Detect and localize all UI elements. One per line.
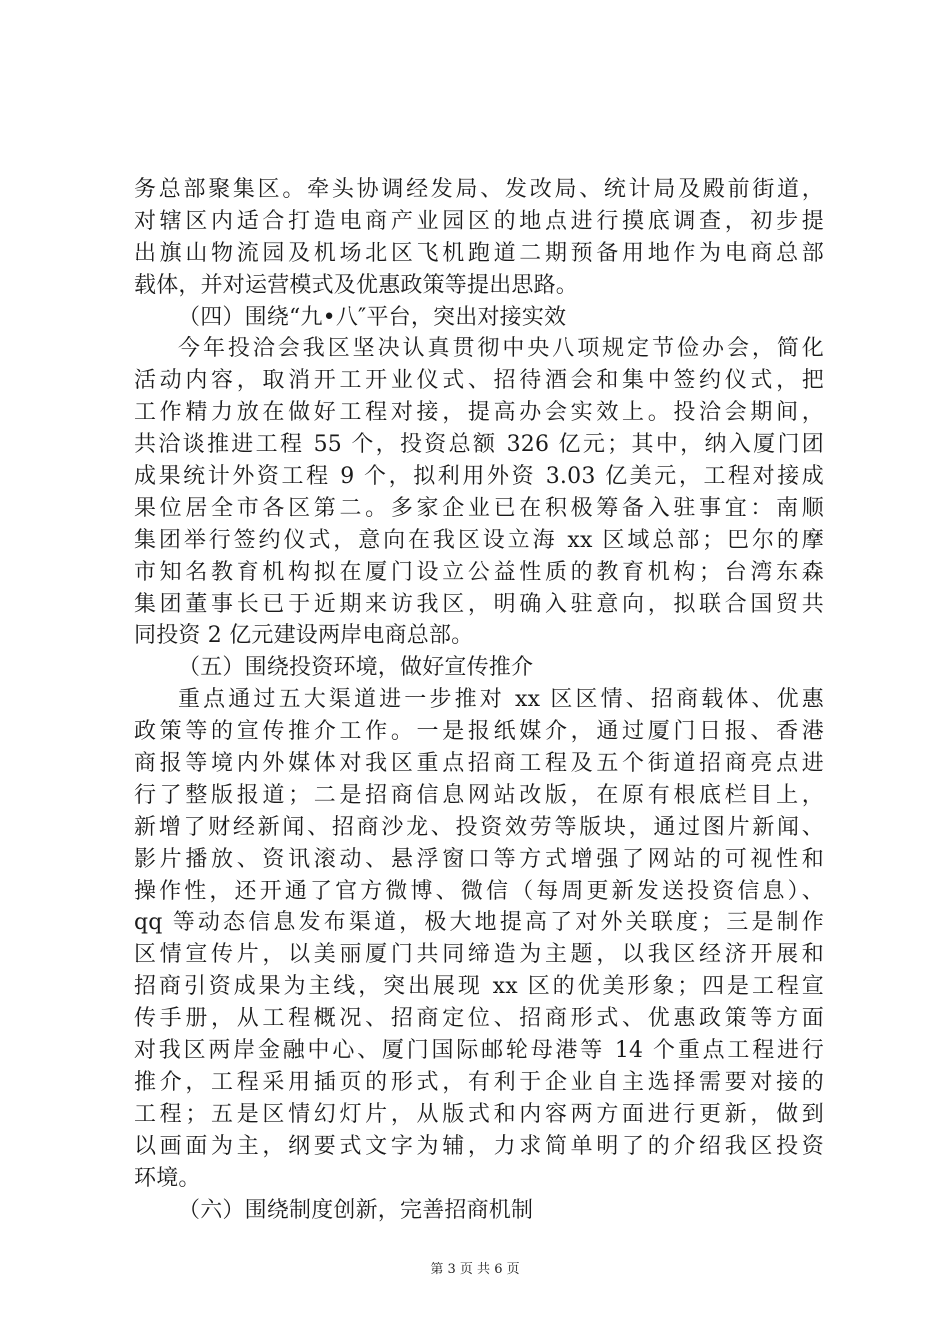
section-heading: （六）围绕制度创新，完善招商机制 bbox=[178, 1197, 534, 1223]
text-line: 集团董事长已于近期来访我区，明确入驻意向，拟联合国贸共 bbox=[134, 591, 824, 617]
text-line: 区情宣传片，以美丽厦门共同缔造为主题，以我区经济开展和 bbox=[134, 942, 824, 968]
text-line: 以画面为主，纲要式文字为辅，力求简单明了的介绍我区投资 bbox=[134, 1133, 824, 1159]
text-line: 政策等的宣传推介工作。一是报纸媒介，通过厦门日报、香港 bbox=[134, 719, 824, 745]
text-line: 市知名教育机构拟在厦门设立公益性质的教育机构；台湾东森 bbox=[134, 559, 824, 585]
section-heading: （五）围绕投资环境，做好宣传推介 bbox=[178, 655, 534, 681]
text-line: 同投资 2 亿元建设两岸电商总部。 bbox=[134, 623, 474, 649]
text-line: 商报等境内外媒体对我区重点招商工程及五个街道招商亮点进 bbox=[134, 751, 824, 777]
text-line: 活动内容，取消开工开业仪式、招待酒会和集中签约仪式，把 bbox=[134, 368, 824, 394]
text-line: 对辖区内适合打造电商产业园区的地点进行摸底调查，初步提 bbox=[134, 208, 824, 234]
text-line: 推介，工程采用插页的形式，有利于企业自主选择需要对接的 bbox=[134, 1069, 824, 1095]
text-line: 成果统计外资工程 9 个，拟利用外资 3.03 亿美元，工程对接成 bbox=[134, 464, 824, 490]
text-line: 集团举行签约仪式，意向在我区设立海 xx 区域总部；巴尔的摩 bbox=[134, 527, 824, 553]
section-heading: （四）围绕“九•八″平台，突出对接实效 bbox=[178, 304, 567, 330]
text-line: 环境。 bbox=[134, 1165, 201, 1191]
text-line: 工程；五是区情幻灯片，从版式和内容两方面进行更新，做到 bbox=[134, 1101, 824, 1127]
text-line: 传手册，从工程概况、招商定位、招商形式、优惠政策等方面 bbox=[134, 1006, 824, 1032]
text-line: 影片播放、资讯滚动、悬浮窗口等方式增强了网站的可视性和 bbox=[134, 846, 824, 872]
text-line: 今年投洽会我区坚决认真贯彻中央八项规定节俭办会，简化 bbox=[178, 336, 824, 362]
text-line: 载体，并对运营模式及优惠政策等提出思路。 bbox=[134, 272, 579, 298]
text-line: 新增了财经新闻、招商沙龙、投资效劳等版块，通过图片新闻、 bbox=[134, 814, 824, 840]
text-line: 出旗山物流园及机场北区飞机跑道二期预备用地作为电商总部 bbox=[134, 240, 824, 266]
text-line: 招商引资成果为主线，突出展现 xx 区的优美形象；四是工程宣 bbox=[134, 974, 824, 1000]
page-footer bbox=[0, 1261, 950, 1279]
text-line: 共洽谈推进工程 55 个，投资总额 326 亿元；其中，纳入厦门团 bbox=[134, 432, 824, 458]
page-number: 第 3 页 共 6 页 bbox=[430, 1262, 520, 1277]
text-line: 工作精力放在做好工程对接，提高办会实效上。投洽会期间， bbox=[134, 400, 824, 426]
text-line: 果位居全市各区第二。多家企业已在积极筹备入驻事宜：南顺 bbox=[134, 495, 824, 521]
text-line: 务总部聚集区。牵头协调经发局、发改局、统计局及殿前街道， bbox=[134, 177, 824, 202]
text-line: qq 等动态信息发布渠道，极大地提高了对外关联度；三是制作 bbox=[134, 910, 824, 936]
text-line: 对我区两岸金融中心、厦门国际邮轮母港等 14 个重点工程进行 bbox=[134, 1038, 824, 1064]
document-body bbox=[134, 174, 824, 1226]
text-line: 操作性，还开通了官方微博、微信（每周更新发送投资信息）、 bbox=[134, 878, 824, 904]
text-line: 重点通过五大渠道进一步推对 xx 区区情、招商载体、优惠 bbox=[178, 687, 824, 713]
text-line: 行了整版报道；二是招商信息网站改版，在原有根底栏目上， bbox=[134, 782, 824, 808]
